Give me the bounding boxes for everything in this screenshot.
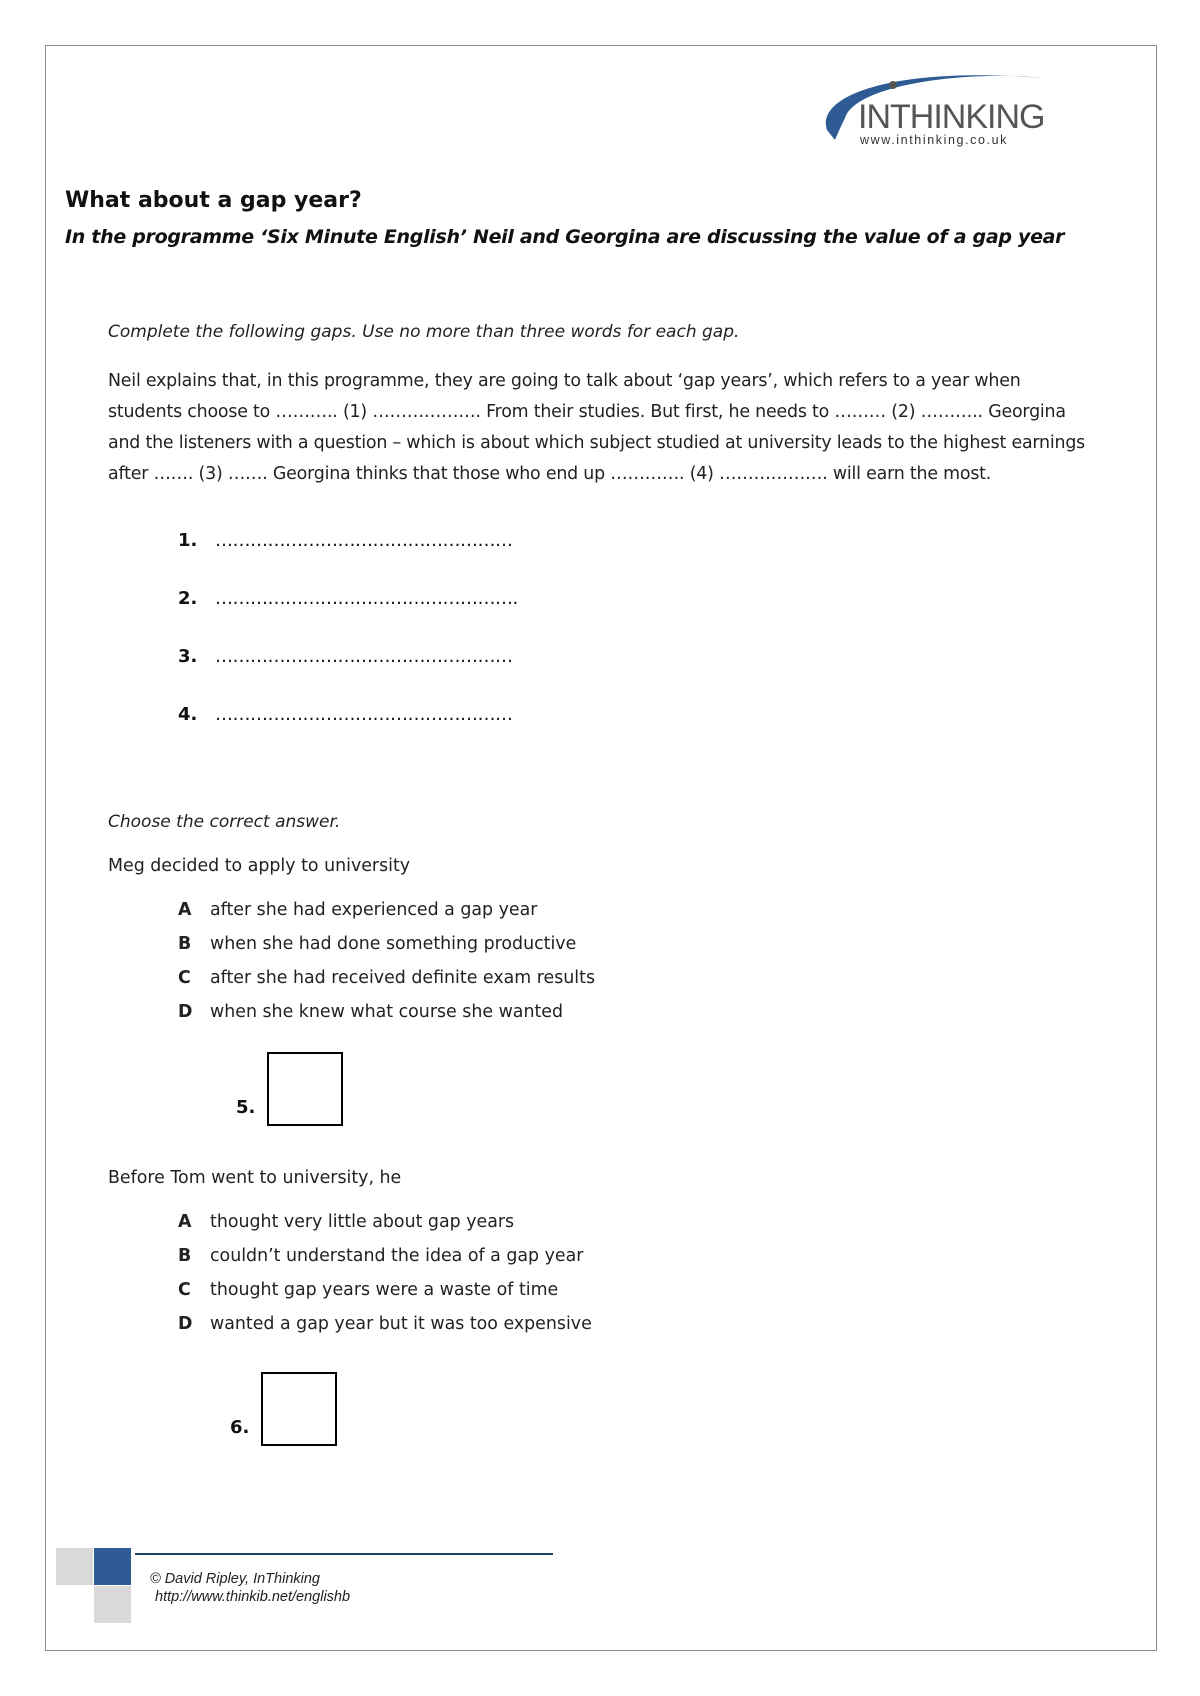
- option-d: [178, 1002, 595, 1036]
- gap-answer-line[interactable]: ……………………………………………: [215, 530, 513, 551]
- answer-box[interactable]: [267, 1052, 343, 1126]
- gap-number: 3.: [178, 646, 198, 667]
- option-letter: A: [178, 1212, 192, 1232]
- gap-fill-paragraph: Neil explains that, in this programme, they are going to talk about ‘gap years’, which refers to a year when students choose to ……….. (1) ………………. From their studies. But first, he needs to ……… (2) ……….. Georgina and the listeners with a question – which is about which subject studied at university leads to the highest earnings after ……. (3) ……. Georgina thinks that those who end up …………. (4) ………………. will earn the most.: [108, 371, 1086, 484]
- option-d: [178, 1314, 592, 1348]
- gap-fill-instruction: Complete the following gaps. Use no more than three words for each gap.: [108, 322, 740, 342]
- gap-answer-line[interactable]: ……………………………………………: [215, 646, 513, 667]
- question-stem-6: Before Tom went to university, he: [108, 1168, 402, 1188]
- option-letter: A: [178, 900, 192, 920]
- option-text: wanted a gap year but it was too expensive: [210, 1314, 592, 1334]
- answer-5: [236, 1052, 343, 1126]
- footer-squares-icon: [56, 1548, 136, 1628]
- option-c: [178, 968, 595, 1002]
- option-text: after she had received definite exam results: [210, 968, 596, 988]
- logo-url: www.inthinking.co.uk: [860, 133, 1009, 147]
- option-text: after she had experienced a gap year: [210, 900, 538, 920]
- option-text: thought very little about gap years: [210, 1212, 515, 1232]
- options-list-5: [178, 900, 595, 1036]
- option-a: [178, 1212, 592, 1246]
- multiple-choice-instruction: Choose the correct answer.: [108, 812, 341, 832]
- inthinking-logo: [815, 60, 1055, 160]
- option-letter: D: [178, 1314, 193, 1334]
- gap-answer-3[interactable]: [178, 646, 518, 704]
- answer-number: 5.: [236, 1097, 256, 1118]
- option-b: [178, 1246, 592, 1280]
- gap-answer-4[interactable]: [178, 704, 518, 762]
- gap-answer-line[interactable]: ……………………………………………: [215, 704, 513, 725]
- footer-divider: [135, 1553, 553, 1555]
- gap-answer-1[interactable]: [178, 530, 518, 588]
- gap-answer-list: [178, 530, 518, 762]
- answer-box[interactable]: [261, 1372, 337, 1446]
- option-letter: B: [178, 1246, 192, 1266]
- footer-url: http://www.thinkib.net/englishb: [155, 1589, 351, 1605]
- option-text: when she had done something productive: [210, 934, 577, 954]
- option-text: thought gap years were a waste of time: [210, 1280, 559, 1300]
- gap-answer-2[interactable]: [178, 588, 518, 646]
- page-subtitle: In the programme ‘Six Minute English’ Neil and Georgina are discussing the value of a gap year: [65, 226, 1065, 248]
- logo-wordmark: INTHINKING: [858, 98, 1045, 136]
- option-text: when she knew what course she wanted: [210, 1002, 564, 1022]
- option-c: [178, 1280, 592, 1314]
- option-letter: C: [178, 968, 191, 988]
- option-a: [178, 900, 595, 934]
- gap-number: 1.: [178, 530, 198, 551]
- question-stem-5: Meg decided to apply to university: [108, 856, 411, 876]
- answer-6: [230, 1372, 337, 1446]
- gap-number: 4.: [178, 704, 198, 725]
- option-letter: D: [178, 1002, 193, 1022]
- option-letter: B: [178, 934, 192, 954]
- option-letter: C: [178, 1280, 191, 1300]
- footer-copyright: © David Ripley, InThinking: [150, 1571, 320, 1587]
- option-b: [178, 934, 595, 968]
- answer-number: 6.: [230, 1417, 250, 1438]
- page-border: [45, 45, 1157, 1651]
- footer: [150, 1570, 350, 1606]
- gap-answer-line[interactable]: …………………………………………….: [215, 588, 518, 609]
- gap-number: 2.: [178, 588, 198, 609]
- options-list-6: [178, 1212, 592, 1348]
- option-text: couldn’t understand the idea of a gap year: [210, 1246, 584, 1266]
- page-title: What about a gap year?: [65, 188, 362, 213]
